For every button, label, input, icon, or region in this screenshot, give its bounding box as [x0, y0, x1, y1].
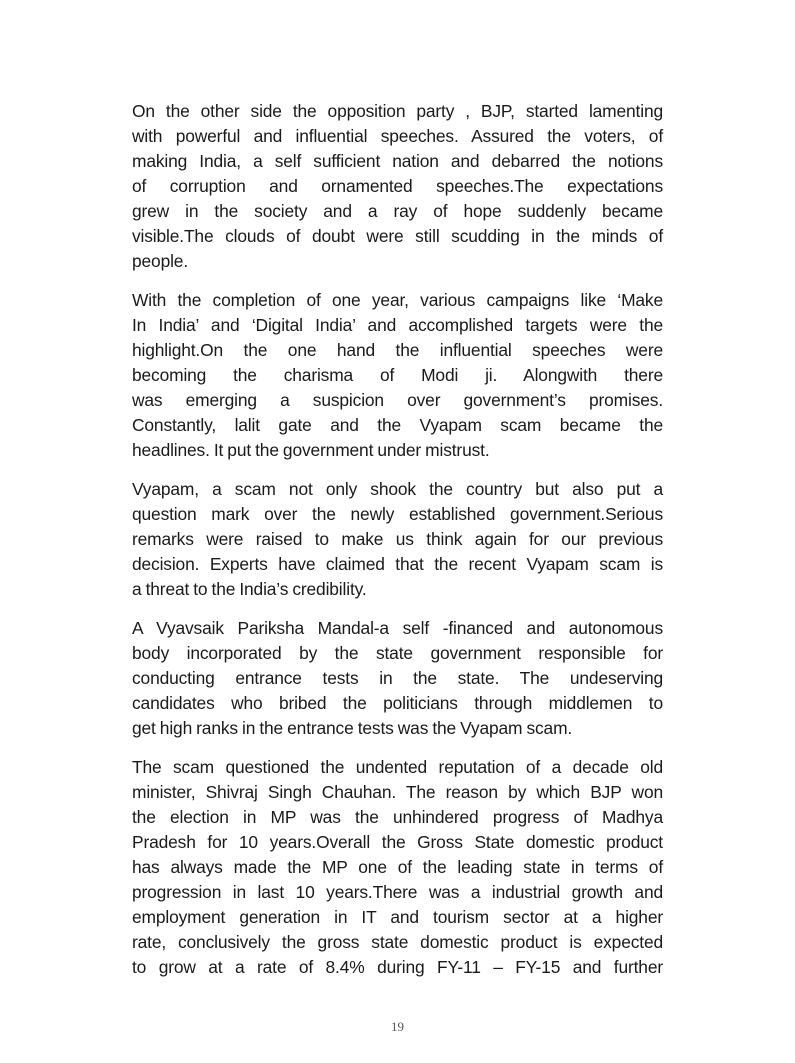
- text-line: headlines. It put the government under mistrust.: [132, 440, 490, 460]
- text-line: A Vyavsaik Pariksha Mandal-a self -financed and autonomous: [132, 618, 663, 638]
- text-line: minister, Shivraj Singh Chauhan. The reason by which BJP won: [132, 782, 663, 802]
- paragraph-opposition-bjp: [132, 99, 663, 274]
- text-line: On the other side the opposition party , BJP, started lamenting: [132, 101, 663, 121]
- text-line: becoming the charisma of Modi ji. Alongwith there: [132, 365, 663, 385]
- text-line: progression in last 10 years.There was a industrial growth and: [132, 882, 663, 902]
- text-line: to grow at a rate of 8.4% during FY-11 – FY-15 and further: [132, 957, 663, 977]
- text-line: Vyapam, a scam not only shook the country but also put a: [132, 479, 663, 499]
- text-line: was emerging a suspicion over government’s promises.: [132, 390, 663, 410]
- text-line: rate, conclusively the gross state domestic product is expected: [132, 932, 663, 952]
- paragraph-one-year-campaigns: [132, 288, 663, 463]
- text-line: With the completion of one year, various campaigns like ‘Make: [132, 290, 663, 310]
- text-line: get high ranks in the entrance tests was the Vyapam scam.: [132, 718, 573, 738]
- paragraph-vyapam-shook-country: [132, 477, 663, 602]
- text-line: the election in MP was the unhindered progress of Madhya: [132, 807, 663, 827]
- text-line: people.: [132, 251, 189, 271]
- text-line: In India’ and ‘Digital India’ and accomplished targets were the: [132, 315, 663, 335]
- text-line: with powerful and influential speeches. Assured the voters, of: [132, 126, 663, 146]
- text-line: employment generation in IT and tourism sector at a higher: [132, 907, 663, 927]
- text-line: question mark over the newly established government.Serious: [132, 504, 663, 524]
- text-line: Pradesh for 10 years.Overall the Gross State domestic product: [132, 832, 663, 852]
- text-line: candidates who bribed the politicians through middlemen to: [132, 693, 663, 713]
- text-line: making India, a self sufficient nation and debarred the notions: [132, 151, 663, 171]
- text-line: The scam questioned the undented reputation of a decade old: [132, 757, 663, 777]
- paragraph-scam-questioned-reputation: [132, 755, 663, 980]
- text-line: highlight.On the one hand the influential speeches were: [132, 340, 663, 360]
- body-text: [132, 99, 663, 994]
- text-line: visible.The clouds of doubt were still scudding in the minds of: [132, 226, 663, 246]
- text-line: grew in the society and a ray of hope suddenly became: [132, 201, 663, 221]
- paragraph-vyavsaik-pariksha-mandal: [132, 616, 663, 741]
- text-line: decision. Experts have claimed that the recent Vyapam scam is: [132, 554, 663, 574]
- text-line: body incorporated by the state government responsible for: [132, 643, 663, 663]
- text-line: conducting entrance tests in the state. The undeserving: [132, 668, 663, 688]
- text-line: has always made the MP one of the leading state in terms of: [132, 857, 663, 877]
- text-line: of corruption and ornamented speeches.The expectations: [132, 176, 663, 196]
- page-number: 19: [391, 1019, 404, 1034]
- text-line: a threat to the India’s credibility.: [132, 579, 367, 599]
- text-line: Constantly, lalit gate and the Vyapam scam became the: [132, 415, 663, 435]
- text-line: remarks were raised to make us think again for our previous: [132, 529, 663, 549]
